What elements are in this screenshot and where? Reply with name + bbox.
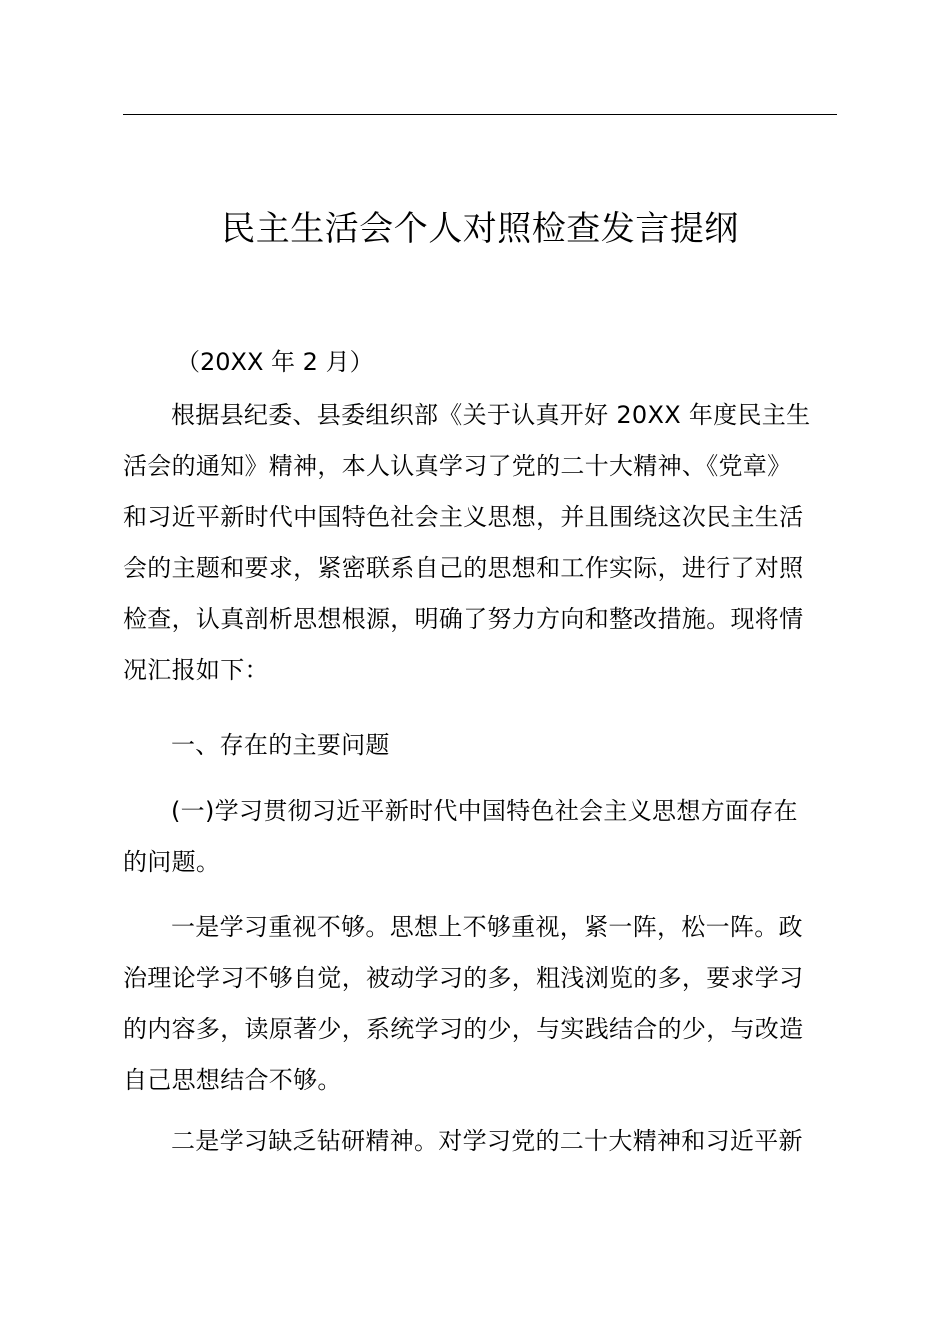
text-line: 会的主题和要求，紧密联系自己的思想和工作实际，进行了对照 [123,554,804,582]
section-heading [123,720,837,771]
document-title: 民主生活会个人对照检查发言提纲 [221,209,739,249]
text-line: 自己思想结合不够。 [123,1066,342,1094]
point-two-paragraph [123,1116,837,1167]
point-one-paragraph [123,902,837,1106]
text-line: 根据县纪委、县委组织部《关于认真开好 20XX 年度民主生 [171,401,811,429]
text-line: 的内容多，读原著少，系统学习的少，与实践结合的少，与改造 [123,1015,804,1043]
subsection-paragraph [123,786,837,888]
date-line: （20XX 年 2 月） [176,348,374,376]
text-line: 和习近平新时代中国特色社会主义思想，并且围绕这次民主生活 [123,503,804,531]
text-line: (一)学习贯彻习近平新时代中国特色社会主义思想方面存在 [171,797,798,825]
text-line: 活会的通知》精神，本人认真学习了党的二十大精神、《党章》 [123,452,792,480]
text-line: 一是学习重视不够。思想上不够重视，紧一阵，松一阵。政 [171,913,803,941]
text-line: 治理论学习不够自觉，被动学习的多，粗浅浏览的多，要求学习 [123,964,804,992]
header-rule [123,114,837,115]
text-line: 况汇报如下： [123,656,269,684]
intro-paragraph [123,390,837,696]
text-line: 二是学习缺乏钻研精神。对学习党的二十大精神和习近平新 [171,1127,803,1155]
section-heading-text: 一、存在的主要问题 [171,731,390,759]
text-line: 的问题。 [123,848,221,876]
text-line: 检查，认真剖析思想根源，明确了努力方向和整改措施。现将情 [123,605,804,633]
